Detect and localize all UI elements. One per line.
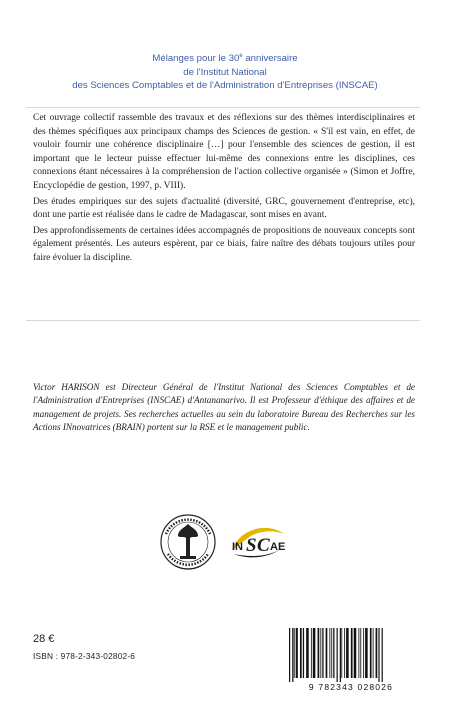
inscae-logo	[228, 520, 288, 566]
summary-paragraph-1: Cet ouvrage collectif rassemble des travaux et des réflexions sur des thèmes interdisciplinaires et des thèmes spécifiques aux principaux champs des Sciences de gestion. « S'il est vain, en effet, de vouloir fournir une cohérence disciplinaire […] pour l'ensemble des sciences de gestion, il est important que le lecteur puisse effectuer lui-même des connexions entre les disciplines, ces connexions étant nécessaires à la compréhension de l'action collective organisée » (Simon et Joffre, Encyclopédie de gestion, 1997, p. VIII).	[33, 113, 415, 191]
collection-header	[40, 52, 410, 93]
summary-paragraph-3: Des approfondissements de certaines idées accompagnés de propositions de nouveaux concepts sont également présentés. Les auteurs espèrent, par ce biais, faire naître des débats toujours utiles pour faire évoluer la discipline.	[33, 225, 415, 263]
barcode	[283, 626, 419, 682]
isbn: ISBN : 978-2-343-02802-6	[33, 651, 136, 661]
svg-text:IN: IN	[232, 541, 243, 553]
svg-text:C: C	[257, 535, 270, 556]
svg-text:S: S	[246, 535, 257, 556]
price: 28 €	[33, 633, 55, 645]
barcode-digits: 9 782343 028026	[308, 682, 394, 692]
header-line-3: des Sciences Comptables et de l'Administration d'Entreprises (INSCAE)	[72, 80, 378, 91]
round-seal-logo	[158, 512, 218, 574]
author-bio: Victor HARISON est Directeur Général de l'Institut National des Sciences Comptables et de l'Administration d'Entreprises (INSCAE) d'Antananarivo. Il est Professeur d'éthique des affaires et de management de projets. Ses recherches actuelles au sein du laboratoire Bureau des Recherches sur les Actions INnovatrices (BRAIN) portent sur la RSE et le management public.	[33, 382, 415, 433]
summary-paragraph-2: Des études empiriques sur des sujets d'actualité (diversité, GRC, gouvernement d'entreprise, etc), dont une partie est réalisée dans le cadre de Madagascar, sont mises en avant.	[33, 196, 415, 221]
svg-text:AE: AE	[270, 541, 286, 553]
header-line-2: de l'Institut National	[183, 66, 267, 78]
summary-text	[33, 112, 415, 268]
header-line-1: Mélanges pour le 30e anniversaire	[152, 52, 298, 64]
